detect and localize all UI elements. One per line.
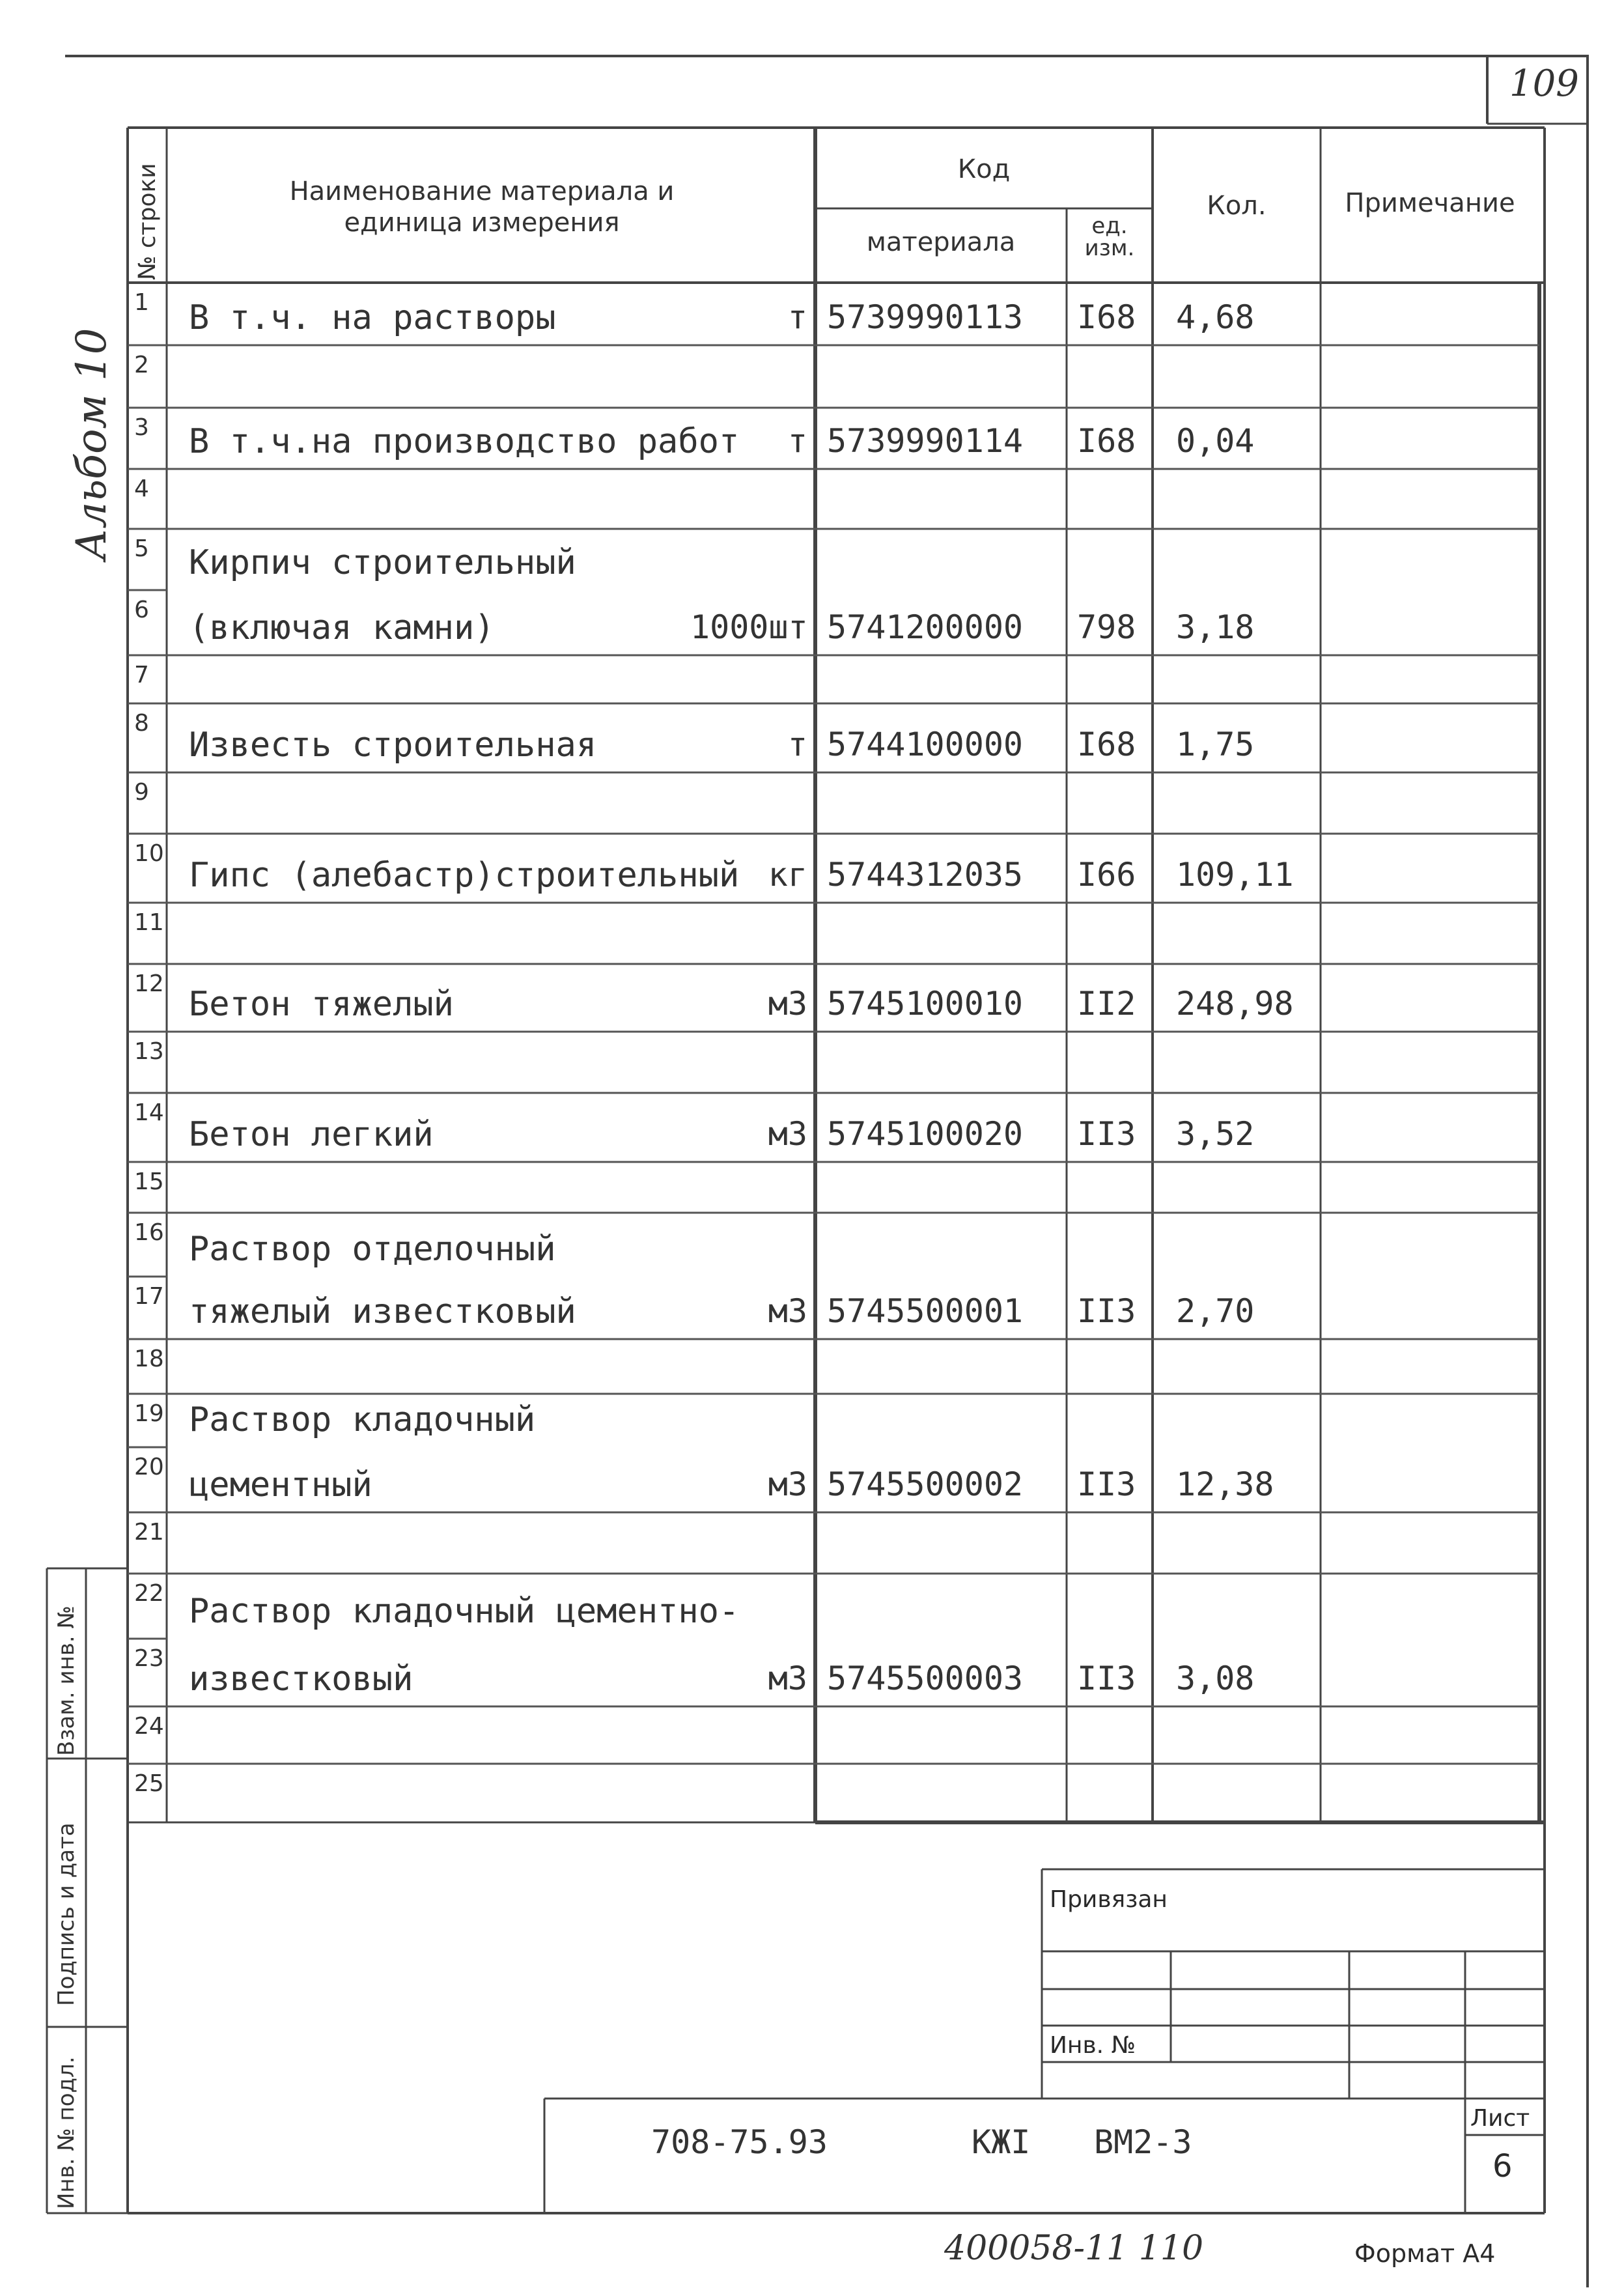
material-name: известковый — [189, 1660, 413, 1699]
unit-code: II3 — [1077, 1660, 1136, 1697]
material-unit: т — [787, 726, 807, 763]
title-mark: КЖI — [972, 2123, 1031, 2161]
material-code: 5744312035 — [827, 856, 1024, 894]
row-number: 10 — [134, 840, 164, 867]
material-unit: м3 — [768, 985, 807, 1023]
row-number: 24 — [134, 1713, 164, 1740]
material-unit: т — [787, 298, 807, 336]
quantity: 0,04 — [1176, 422, 1255, 460]
format-label: Формат А4 — [1354, 2239, 1496, 2268]
unit-code: II3 — [1077, 1292, 1136, 1330]
album-label: Альбом 10 — [68, 328, 116, 560]
unit-code: I68 — [1077, 726, 1136, 763]
quantity: 12,38 — [1176, 1465, 1274, 1503]
header-note: Примечание — [1345, 188, 1515, 218]
material-code: 5745100010 — [827, 985, 1024, 1023]
material-unit: 1000шт — [690, 608, 808, 646]
quantity: 109,11 — [1176, 856, 1294, 894]
material-code: 5741200000 — [827, 608, 1024, 646]
unit-code: I68 — [1077, 422, 1136, 460]
row-number: 20 — [134, 1454, 164, 1480]
quantity: 4,68 — [1176, 298, 1255, 336]
row-number: 4 — [134, 475, 149, 502]
material-name: Известь строительная — [189, 726, 597, 765]
quantity: 1,75 — [1176, 726, 1255, 763]
title-list-no: 6 — [1492, 2148, 1513, 2184]
material-code: 5739990113 — [827, 298, 1024, 336]
material-code: 5744100000 — [827, 726, 1024, 763]
row-number: 12 — [134, 970, 164, 997]
material-name: (включая камни) — [189, 608, 495, 647]
material-name: Бетон тяжелый — [189, 985, 454, 1024]
material-unit: м3 — [768, 1660, 807, 1697]
unit-code: II2 — [1077, 985, 1136, 1023]
material-code: 5745500003 — [827, 1660, 1024, 1697]
material-name: Раствор кладочный — [189, 1400, 536, 1439]
material-unit: кг — [768, 856, 807, 894]
side-label-podpis: Подпись и дата — [53, 1822, 79, 2006]
side-label-inv-podl: Инв. № подл. — [53, 2056, 79, 2209]
title-privyazan: Привязан — [1050, 1886, 1168, 1913]
side-label-vzam: Взам. инв. № — [53, 1605, 79, 1756]
material-name: Раствор кладочный цементно- — [189, 1592, 740, 1631]
quantity: 3,52 — [1176, 1115, 1255, 1153]
material-name: Раствор отделочный — [189, 1230, 556, 1269]
material-name: Кирпич строительный — [189, 543, 576, 582]
title-doc-code: 708-75.93 — [651, 2123, 828, 2161]
row-number: 19 — [134, 1400, 164, 1427]
material-unit: м3 — [768, 1292, 807, 1330]
material-name: В т.ч.на производство работ — [189, 422, 740, 461]
quantity: 3,18 — [1176, 608, 1255, 646]
quantity: 248,98 — [1176, 985, 1294, 1023]
row-number: 18 — [134, 1346, 164, 1372]
row-number: 14 — [134, 1099, 164, 1126]
row-number: 15 — [134, 1168, 164, 1195]
unit-code: II3 — [1077, 1465, 1136, 1503]
title-inv-no: Инв. № — [1050, 2032, 1136, 2059]
unit-code: I66 — [1077, 856, 1136, 894]
header-row-no: № строки — [134, 163, 161, 280]
row-number: 5 — [134, 535, 149, 562]
material-unit: т — [787, 422, 807, 460]
unit-code: II3 — [1077, 1115, 1136, 1153]
material-name: В т.ч. на растворы — [189, 298, 556, 337]
page-number: 109 — [1509, 63, 1579, 105]
material-code: 5745100020 — [827, 1115, 1024, 1153]
row-number: 6 — [134, 597, 149, 623]
row-number: 7 — [134, 662, 149, 688]
row-number: 13 — [134, 1038, 164, 1065]
row-number: 2 — [134, 352, 149, 378]
header-name: Наименование материала и единица измерения — [289, 177, 675, 238]
header-code-unit: ед. изм. — [1084, 213, 1135, 261]
bottom-handwritten-note: 400058-11 110 — [944, 2229, 1204, 2268]
row-number: 11 — [134, 909, 164, 936]
material-name: Бетон легкий — [189, 1115, 434, 1154]
unit-code: 798 — [1077, 608, 1136, 646]
material-code: 5745500002 — [827, 1465, 1024, 1503]
header-code-material: материала — [866, 227, 1016, 257]
row-number: 1 — [134, 289, 149, 316]
row-number: 3 — [134, 414, 149, 441]
material-name: Гипс (алебастр)строительный — [189, 856, 740, 895]
header-qty: Кол. — [1207, 191, 1267, 221]
row-number: 8 — [134, 710, 149, 737]
header-code: Код — [957, 154, 1011, 184]
row-number: 21 — [134, 1519, 164, 1546]
row-number: 25 — [134, 1770, 164, 1797]
row-number: 23 — [134, 1645, 164, 1672]
row-number: 9 — [134, 779, 149, 806]
row-number: 17 — [134, 1283, 164, 1310]
quantity: 2,70 — [1176, 1292, 1255, 1330]
material-name: цементный — [189, 1465, 372, 1505]
material-unit: м3 — [768, 1115, 807, 1153]
unit-code: I68 — [1077, 298, 1136, 336]
quantity: 3,08 — [1176, 1660, 1255, 1697]
row-number: 22 — [134, 1580, 164, 1607]
material-unit: м3 — [768, 1465, 807, 1503]
material-code: 5745500001 — [827, 1292, 1024, 1330]
row-number: 16 — [134, 1219, 164, 1246]
title-sheet-code: ВМ2-3 — [1094, 2123, 1192, 2161]
title-list-label: Лист — [1470, 2105, 1530, 2132]
material-name: тяжелый известковый — [189, 1292, 576, 1331]
material-code: 5739990114 — [827, 422, 1024, 460]
